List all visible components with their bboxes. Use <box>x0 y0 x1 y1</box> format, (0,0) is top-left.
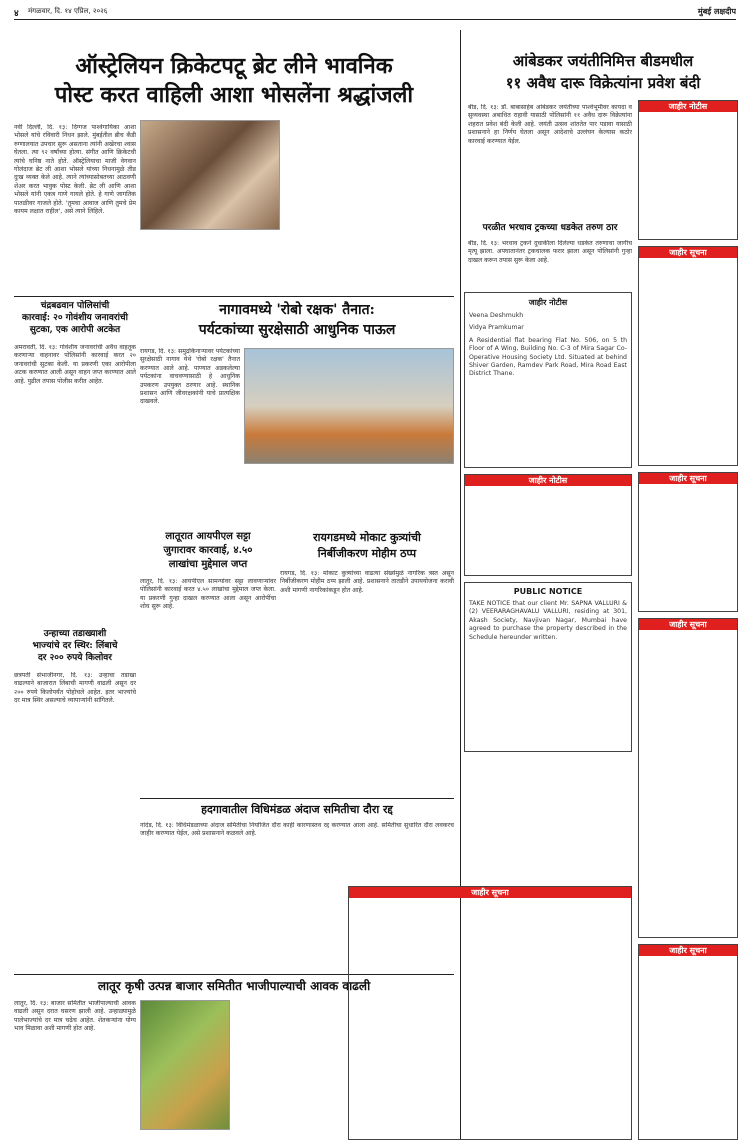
sidebar-box-5 <box>638 944 738 1140</box>
section-name: मुंबई लक्षदीप <box>697 7 736 16</box>
sidebar-box-4-title: जाहीर सूचना <box>639 619 737 630</box>
latur-ipl-headline-line3: लाखांचा मुद्देमाल जप्त <box>168 559 248 570</box>
latur-ipl-headline <box>140 530 276 574</box>
sidebar-box-3 <box>638 472 738 612</box>
truck-headline: परळीत भरधाव ट्रकच्या धडकेत तरुण ठार <box>482 223 618 233</box>
court-notice-title: जाहीर नोटीस <box>528 298 568 307</box>
nagwa-photo <box>244 348 454 464</box>
hadgaon-body: नांदेड, दि. १३: विधिमंडळाच्या अंदाज समितीचा नियोजित दौरा काही कारणास्तव रद्द करण्यात आला आहे. समितीचा सुधारित दौरा लवकरच जाहीर करण्यात येईल, असे प्रशासनाने कळवले आहे. <box>140 822 454 838</box>
chandrapur-headline-line1: चंद्रबढवान पोलिसांची <box>40 301 110 311</box>
lead-headline-line1: ऑस्ट्रेलियन क्रिकेटपटू ब्रेट लीने भावनिक <box>75 53 393 79</box>
latur-market-body: लातूर, दि. १३: बाजार समितीत भाजीपाल्याची आवक वाढली असून दरात घसरण झाली आहे. उन्हाळ्यामुळे पालेभाज्यांचे दर मात्र चढेच आहेत. शेतकऱ्यांना योग्य भाव मिळावा अशी मागणी होत आहे. <box>14 1000 136 1033</box>
hadgaon-headline: हदगावातील विधिमंडळ अंदाज समितीचा दौरा रद्द <box>201 803 393 816</box>
page-number: ४ <box>14 9 19 19</box>
sidebar-box-1 <box>638 100 738 240</box>
raigad-headline-line2: निर्बीजीकरण मोहीम ठप्प <box>317 547 417 560</box>
raigad-headline-line1: रायगडमध्ये मोकाट कुत्र्यांची <box>313 531 421 544</box>
lead-body-col2 <box>140 234 280 292</box>
lead-body-col4 <box>372 124 454 292</box>
udhan-headline <box>14 628 136 668</box>
nagwa-body-cont <box>140 468 454 526</box>
truck-body: बीड, दि. १३: भरधाव ट्रकने दुचाकीला दिलेल्या धडकेत तरुणाचा जागीच मृत्यू झाला. अपघातानंतर ट्रकचालक फरार झाला असून पोलिसांनी गुन्हा दाखल करून तपास सुरू केला आहे. <box>468 240 632 264</box>
sidebar-box-3-title: जाहीर सूचना <box>639 473 737 484</box>
sidebar-box-5-title: जाहीर सूचना <box>639 945 737 956</box>
lead-body-col3 <box>288 124 368 292</box>
beed-headline-line1: आंबेडकर जयंतीनिमित्त बीडमधील <box>512 52 694 70</box>
lead-photo <box>140 120 280 230</box>
jahir-notice-2-title: जाहीर सूचना <box>349 887 631 898</box>
lead-body: नवी दिल्ली, दि. १३: दिग्गज पार्श्वगायिका आशा भोसले यांचे रविवारी निधन झाले. मुंबईतील ब्रीच कँडी रुग्णालयात उपचार सुरू असताना त्यांनी अखेरचा श्वास घेतला. त्या ९२ वर्षांच्या होत्या. संगीत आणि क्रिकेटची त्यांचे घनिष्ठ नाते होते. ऑस्ट्रेलियाचा माजी वेगवान गोलंदाज ब्रेट ली आशा भोसले यांच्या निधनामुळे तीव्र दुःख व्यक्त केले आहे. त्याने त्यांच्यासोबतच्या आठवणी शेअर करत भावुक पोस्ट केली. ब्रेट ली आणि आशा भोसले यांनी एकत्र गाणे गायले होते. हे गाणे जागतिक पातळीवर गाजले होते. 'तुमचा आवाज आणि तुमचे प्रेम कायम लक्षात राहील', असे त्याने लिहिले. <box>14 124 136 216</box>
masthead <box>14 6 736 20</box>
sidebar-box-2 <box>638 246 738 466</box>
sidebar-box-4 <box>638 618 738 938</box>
court-notice-party2: Vidya Pramkumar <box>469 324 524 332</box>
latur-ipl-body: लातूर, दि. १३: आयपीएल सामन्यांवर सट्टा लावणाऱ्यांवर पोलिसांनी कारवाई करत ४.५० लाखांचा मुद्देमाल जप्त केला. या प्रकरणी गुन्हा दाखल करण्यात आला असून आरोपींचा शोध सुरू आहे. <box>140 578 276 611</box>
public-notice <box>464 582 632 752</box>
lead-headline <box>14 52 454 116</box>
court-notice-party1: Veena Deshmukh <box>469 312 524 319</box>
sidebar-box-1-title: जाहीर नोटीस <box>639 101 737 112</box>
udhan-body: छत्रपती संभाजीनगर, दि. १३: उन्हाचा तडाखा वाढल्याने बाजारात लिंबाची मागणी वाढली असून दर २०० रुपये किलोपर्यंत पोहोचले आहेत. इतर भाज्यांचे दर मात्र स्थिर असल्याचे व्यापाऱ्यांनी सांगितले. <box>14 672 136 705</box>
udhan-headline-line1: उन्हाच्या तडाख्याशी <box>43 629 107 639</box>
nagwa-body: रायगड, दि. १३: समुद्रकिनाऱ्यावर पर्यटकांच्या सुरक्षेसाठी नागाव येथे 'रोबो रक्षक' तैनात करण्यात आले आहे. पाण्यात अडकलेल्या पर्यटकांना वाचवण्यासाठी हे आधुनिक उपकरण उपयुक्त ठरणार आहे. स्थानिक प्रशासन आणि जीवरक्षकांनी याचे प्रात्यक्षिक दाखवले. <box>140 348 240 406</box>
chandrapur-headline <box>14 300 136 340</box>
chandrapur-headline-line3: सुटका, एक आरोपी अटकेत <box>29 325 121 335</box>
lead-headline-line2: पोस्ट करत वाहिली आशा भोसलेंना श्रद्धांजली <box>54 82 414 108</box>
latur-market-photo <box>140 1000 230 1130</box>
latur-ipl-headline-line1: लातूरात आयपीएल सट्टा <box>165 531 251 542</box>
raigad-body: रायगड, दि. १३: मोकाट कुत्र्यांच्या वाढत्या संख्येमुळे नागरिक त्रस्त असून निर्बीजीकरण मोहीम ठप्प झाली आहे. प्रशासनाने तातडीने उपाययोजना करावी अशी मागणी नागरिकांकडून होत आहे. <box>280 570 454 594</box>
beed-body: बीड, दि. १३: डॉ. बाबासाहेब आंबेडकर जयंतीच्या पार्श्वभूमीवर कायदा व सुव्यवस्था अबाधित राहावी यासाठी पोलिसांनी ११ अवैध दारू विक्रेत्यांना शहरात प्रवेश बंदी केली आहे. जयंती उत्सव शांततेत पार पडावा यासाठी प्रशासनाने हा निर्णय घेतला असून आदेशाचे उल्लंघन केल्यास कठोर कारवाई करण्यात येईल. <box>468 104 632 145</box>
jahir-notice-title: जाहीर नोटीस <box>465 475 631 486</box>
court-notice <box>464 292 632 468</box>
latur-market-headline: लातूर कृषी उत्पन्न बाजार समितीत भाजीपाल्याची आवक वाढली <box>97 979 371 993</box>
raigad-headline <box>280 530 454 566</box>
public-notice-body: TAKE NOTICE that our client Mr. SAPNA VALLURI & (2) VEERARAGHAVALU VALLURI, residing at 301, Akash Society, Navjivan Nagar, Mumbai have agreed to purchase the property described in the Schedule hereunder written. <box>469 600 627 641</box>
public-notice-title: PUBLIC NOTICE <box>513 587 583 596</box>
beed-headline-line2: ११ अवैध दारू विक्रेत्यांना प्रवेश बंदी <box>505 74 701 92</box>
chandrapur-body: अमरावती, दि. १३: गोवंशीय जनावरांची अवैध वाहतूक करणाऱ्या वाहनावर पोलिसांनी कारवाई करत २० जनावरांची सुटका केली. या प्रकरणी एका आरोपीला अटक करण्यात आली असून वाहन जप्त करण्यात आले आहे. पुढील तपास पोलीस करीत आहेत. <box>14 344 136 385</box>
udhan-headline-line3: दर २०० रुपये किलोवर <box>38 653 112 663</box>
udhan-headline-line2: भाज्यांचे दर स्थिर: लिंबाचे <box>32 641 118 651</box>
jahir-notice <box>464 474 632 576</box>
issue-date: मंगळवार, दि. १४ एप्रिल, २०२६ <box>28 7 108 15</box>
latur-ipl-headline-line2: जुगारावर कारवाई, ४.५० <box>163 545 253 556</box>
latur-market-body-col2 <box>234 1000 344 1140</box>
court-notice-body: A Residential flat bearing Flat No. 506, on 5 th Floor of A Wing, Building No. C-3 of Mira Sagar Co-Operative Housing Society Ltd. Situated at behind Shiver Garden, Ramdev Park Road, Mira Road East District Thane. <box>469 336 627 378</box>
nagwa-headline-line1: नागावमध्ये 'रोबो रक्षक' तैनात: <box>219 302 375 318</box>
sidebar-box-2-title: जाहीर सूचना <box>639 247 737 258</box>
chandrapur-headline-line2: कारवाई: २० गोवंशीय जनावरांची <box>22 313 128 323</box>
beed-headline <box>468 50 738 100</box>
jahir-notice-2 <box>348 886 632 1140</box>
nagwa-headline-line2: पर्यटकांच्या सुरक्षेसाठी आधुनिक पाऊल <box>198 322 396 338</box>
nagwa-headline <box>140 300 454 344</box>
